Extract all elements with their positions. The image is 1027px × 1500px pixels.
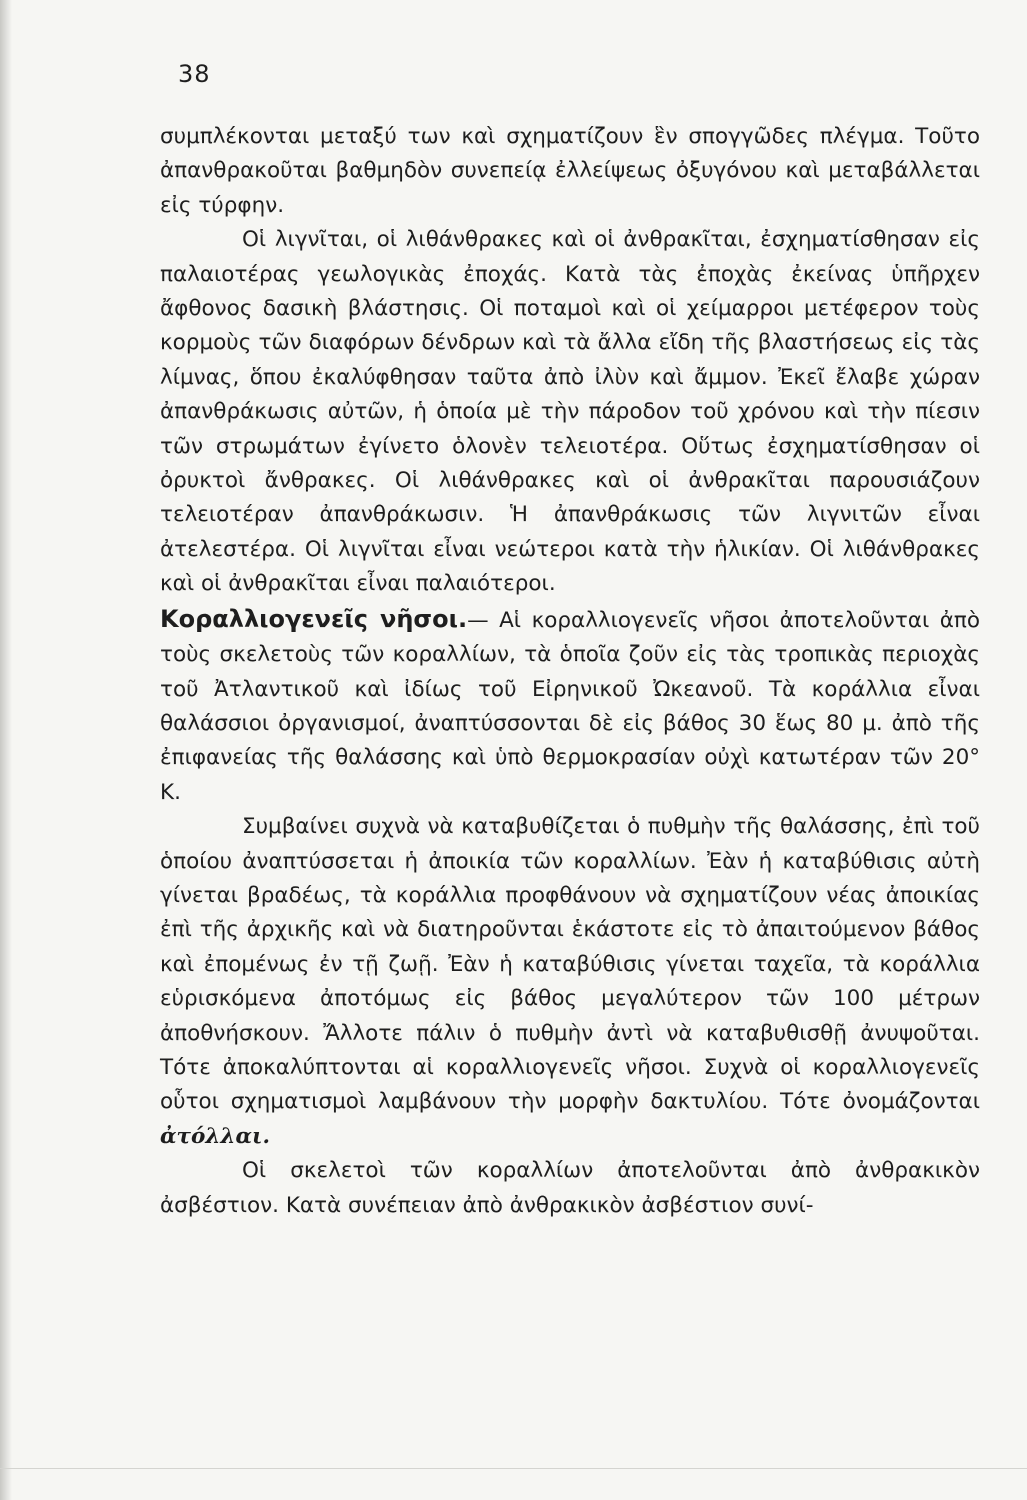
page-bottom-edge — [0, 1468, 1027, 1469]
paragraph-coral-skeletons: Οἱ σκελετοὶ τῶν κοραλλίων ἀποτελοῦνται ἀπὸ ἀνθρακικὸν ἀσβέστιον. Κατὰ συνέπειαν ἀπὸ ἀνθρακικὸν ἀσβέστιον συνί- — [160, 1158, 980, 1218]
page-binding-shadow — [0, 0, 12, 1500]
page-number: 38 — [178, 60, 211, 88]
paragraph-coal-formation: Οἱ λιγνῖται, οἱ λιθάνθρακες καὶ οἱ ἀνθρακῖται, ἐσχηματίσθησαν εἰς παλαιοτέρας γεωλογικὰς ἐποχάς. Κατὰ τὰς ἐποχὰς ἐκείνας ὑπῆρχεν ἄφθονος δασικὴ βλάστησις. Οἱ ποταμοὶ καὶ οἱ χείμαρροι μετέφερον τοὺς κορμοὺς τῶν διαφόρων δένδρων καὶ τὰ ἄλλα εἴδη τῆς βλαστήσεως εἰς τὰς λίμνας, ὅπου ἐκαλύφθησαν ταῦτα ἀπὸ ἰλὺν καὶ ἄμμον. Ἐκεῖ ἔλαβε χώραν ἀπανθράκωσις αὐτῶν, ἡ ὁποία μὲ τὴν πάροδον τοῦ χρόνου καὶ τὴν πίεσιν τῶν στρωμάτων ἐγίνετο ὁλονὲν τελειοτέρα. Οὕτως ἐσχηματίσθησαν οἱ ὀρυκτοὶ ἄνθρακες. Οἱ λιθάνθρακες καὶ οἱ ἀνθρακῖται παρουσιάζουν τελειοτέραν ἀπανθράκωσιν. Ἡ ἀπανθράκωσις τῶν λιγνιτῶν εἶναι ἀτελεστέρα. Οἱ λιγνῖται εἶναι νεώτεροι κατὰ τὴν ἡλικίαν. Οἱ λιθάνθρακες καὶ οἱ ἀνθρακῖται εἶναι παλαιότεροι. — [160, 227, 980, 597]
paragraph-coral-islands — [160, 602, 980, 810]
paragraph-coral-islands-text: — Αἱ κοραλλιογενεῖς νῆσοι ἀποτελοῦνται ἀπὸ τοὺς σκελετοὺς τῶν κοραλλίων, τὰ ὁποῖα ζοῦν εἰς τὰς τροπικὰς περιοχὰς τοῦ Ἀτλαντικοῦ καὶ ἰδίως τοῦ Εἰρηνικοῦ Ὠκεανοῦ. Τὰ κοράλλια εἶναι θαλάσσιοι ὀργανισμοί, ἀναπτύσσονται δὲ εἰς βάθος 30 ἕως 80 μ. ἀπὸ τῆς ἐπιφανείας τῆς θαλάσσης καὶ ὑπὸ θερμοκρασίαν οὐχὶ κατωτέραν τῶν 20° Κ. — [160, 607, 980, 805]
section-heading-coral-islands: Κοραλλιογενεῖς νῆσοι. — [160, 604, 468, 633]
emphasized-term-atolls: ἀτόλλαι. — [160, 1123, 270, 1149]
paragraph-continued: συμπλέκονται μεταξύ των καὶ σχηματίζουν ἓν σπογγῶδες πλέγμα. Τοῦτο ἀπανθρακοῦται βαθμηδὸν συνεπείᾳ ἐλλείψεως ὀξυγόνου καὶ μεταβάλλεται εἰς τύρφην. — [160, 124, 980, 218]
paragraph-seabed-subsidence — [160, 810, 980, 1154]
body-text — [160, 120, 980, 1223]
paragraph-seabed-subsidence-text: Συμβαίνει συχνὰ νὰ καταβυθίζεται ὁ πυθμὴν τῆς θαλάσσης, ἐπὶ τοῦ ὁποίου ἀναπτύσσεται ἡ ἀποικία τῶν κοραλλίων. Ἐὰν ἡ καταβύθισις αὐτὴ γίνεται βραδέως, τὰ κοράλλια προφθάνουν νὰ σχηματίζουν νέας ἀποικίας ἐπὶ τῆς ἀρχικῆς καὶ νὰ διατηροῦνται ἑκάστοτε εἰς τὸ ἀπαιτούμενον βάθος καὶ ἐπομένως ἐν τῇ ζωῇ. Ἐὰν ἡ καταβύθισις γίνεται ταχεῖα, τὰ κοράλλια εὑρισκόμενα ἀποτόμως εἰς βάθος μεγαλύτερον τῶν 100 μέτρων ἀποθνήσκουν. Ἄλλοτε πάλιν ὁ πυθμὴν ἀντὶ νὰ καταβυθισθῇ ἀνυψοῦται. Τότε ἀποκαλύπτονται αἱ κοραλλιογενεῖς νῆσοι. Συχνὰ οἱ κοραλλιογενεῖς οὗτοι σχηματισμοὶ λαμβάνουν τὴν μορφὴν δακτυλίου. Τότε ὀνομάζονται — [160, 814, 980, 1115]
